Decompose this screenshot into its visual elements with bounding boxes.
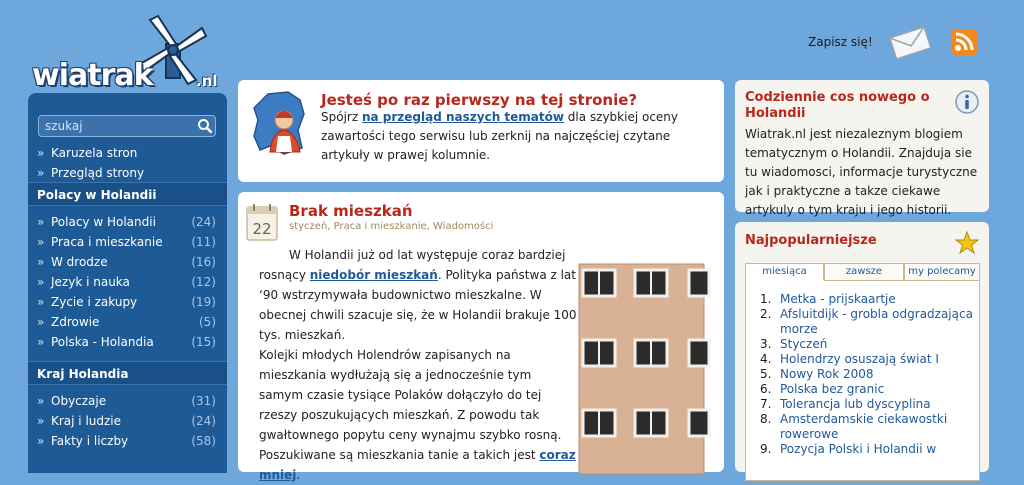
list-item-number: 8.	[760, 412, 772, 426]
sidebar-item-zycie[interactable]	[28, 292, 227, 312]
sidebar	[28, 93, 227, 473]
sidebar-top-menu	[28, 143, 227, 183]
article-p1-b: . Polityka państwa z lat ‘90 wstrzymywała budownictwo mieszkalne. W obecnej chwili szacuje się, że w Holandii brakuje 100 tys. mieszkań.	[259, 268, 577, 342]
popular-list	[745, 281, 980, 481]
sidebar-item-label: Kraj i ludzie	[51, 414, 122, 428]
about-title: Codziennie cos nowego o Holandii	[745, 90, 930, 121]
list-item-link[interactable]: Metka - prijskaartje	[780, 292, 896, 306]
calendar-day: 22	[252, 220, 272, 238]
sidebar-item-count: (24)	[191, 414, 216, 428]
sidebar-item-jezyk[interactable]	[28, 272, 227, 292]
sidebar-item-polacy-w-holandii[interactable]	[28, 212, 227, 232]
list-item[interactable]	[760, 397, 979, 412]
list-item-number: 5.	[760, 367, 772, 381]
list-item-link[interactable]: Afsluitdijk - grobla odgradzająca morze	[780, 307, 973, 336]
sidebar-item-label: Fakty i liczby	[51, 434, 129, 448]
sidebar-heading-polacy: Polacy w Holandii	[28, 182, 227, 206]
list-item-link[interactable]: Amsterdamskie ciekawostki rowerowe	[780, 412, 948, 441]
list-item[interactable]	[760, 307, 979, 337]
search-box	[38, 115, 216, 137]
logo-tld: .nl	[196, 72, 218, 90]
sidebar-item-label: Karuzela stron	[51, 146, 138, 160]
sidebar-item-count: (11)	[191, 235, 216, 249]
star-icon	[955, 231, 979, 255]
list-item[interactable]	[760, 337, 979, 352]
list-item-number: 4.	[760, 352, 772, 366]
housing-shortage-link[interactable]: niedobór mieszkań	[309, 268, 438, 282]
list-item-number: 7.	[760, 397, 772, 411]
sidebar-item-count: (31)	[191, 394, 216, 408]
article-meta: styczeń, Praca i mieszkanie, Wiadomości	[289, 221, 494, 232]
list-item-link[interactable]: Polska bez granic	[780, 382, 885, 396]
sidebar-item-praca[interactable]	[28, 232, 227, 252]
list-item[interactable]	[760, 352, 979, 367]
list-item[interactable]	[760, 412, 979, 442]
sidebar-item-label: Jezyk i nauka	[51, 275, 130, 289]
list-item[interactable]	[760, 292, 979, 307]
sidebar-item-label: Praca i mieszkanie	[51, 235, 163, 249]
sidebar-item-count: (16)	[191, 255, 216, 269]
sidebar-item-polska-holandia[interactable]	[28, 332, 227, 352]
about-box	[735, 80, 989, 217]
search-icon[interactable]	[197, 118, 213, 134]
logo-wordmark: wiatrak	[32, 58, 153, 93]
article-title[interactable]: Brak mieszkań	[289, 202, 413, 220]
netherlands-map-person-icon	[248, 90, 312, 160]
list-item-link[interactable]: Holendrzy osuszają świat I	[780, 352, 939, 366]
sidebar-item-kraj-i-ludzie[interactable]	[28, 411, 227, 431]
popular-box	[735, 222, 989, 472]
list-item[interactable]	[760, 382, 979, 397]
welcome-text	[321, 108, 716, 165]
topics-overview-link[interactable]: na przegląd naszych tematów	[361, 110, 564, 124]
sidebar-item-count: (24)	[191, 215, 216, 229]
popular-title: Najpopularniejsze	[745, 233, 877, 248]
less-and-less-link[interactable]: coraz mniej	[259, 448, 576, 482]
welcome-box	[238, 80, 724, 182]
article-box	[238, 192, 724, 482]
sidebar-item-label: Zycie i zakupy	[51, 295, 138, 309]
site-logo[interactable]	[28, 14, 228, 94]
sidebar-item-count: (12)	[191, 275, 216, 289]
article-body	[259, 245, 579, 485]
mail-envelope-icon[interactable]	[888, 22, 932, 62]
search-input[interactable]	[45, 118, 195, 134]
apartment-building-photo	[579, 264, 704, 474]
sidebar-item-fakty[interactable]	[28, 431, 227, 451]
welcome-title: Jesteś po raz pierwszy na tej stronie?	[321, 91, 638, 109]
about-text: Wiatrak.nl jest niezaleznym blogiem tematycznym o Holandii. Znajduja sie tu wiadomosci, informacje turystyczne jak i praktyczne a takze ciekawe artykuly o tym kraju i jego historii.	[745, 127, 978, 217]
sidebar-item-count: (15)	[191, 335, 216, 349]
list-item-number: 3.	[760, 337, 772, 351]
list-item[interactable]	[760, 442, 979, 457]
welcome-text-before: Spójrz	[321, 110, 362, 124]
sidebar-item-label: Obyczaje	[51, 394, 107, 408]
sidebar-item-przeglad[interactable]	[28, 163, 227, 183]
sidebar-item-label: W drodze	[51, 255, 108, 269]
article-p2-a: Kolejki młodych Holendrów zapisanych na mieszkania wydłużają się a jednocześnie tym samym czasie tysiące Polaków dołączyło do tej rzeszy poszukujących mieszkań. Z powodu tak gwałtownego popytu ceny wynajmu szybko rosną. Poszukiwane są mieszkania tanie a takich jest	[259, 348, 562, 462]
list-item-number: 6.	[760, 382, 772, 396]
sidebar-item-label: Zdrowie	[51, 315, 100, 329]
sidebar-item-label: Polacy w Holandii	[51, 215, 156, 229]
sidebar-item-obyczaje[interactable]	[28, 391, 227, 411]
list-item-link[interactable]: Nowy Rok 2008	[780, 367, 874, 381]
article-p1-a: W Holandii już od lat występuje coraz bardziej rosnący	[259, 248, 566, 282]
sidebar-heading-kraj: Kraj Holandia	[28, 361, 227, 385]
list-item[interactable]	[760, 367, 979, 382]
sidebar-item-label: Polska - Holandia	[51, 335, 154, 349]
sidebar-item-count: (19)	[191, 295, 216, 309]
list-item-link[interactable]: Pozycja Polski i Holandii w	[780, 442, 937, 456]
calendar-icon	[246, 203, 278, 241]
tab-my-polecamy[interactable]: my polecamy	[904, 263, 980, 281]
list-item-link[interactable]: Tolerancja lub dyscyplina	[780, 397, 931, 411]
rss-feed-icon[interactable]	[951, 29, 977, 55]
sidebar-item-w-drodze[interactable]	[28, 252, 227, 272]
sidebar-section-kraj	[28, 391, 227, 451]
article-p2-b: .	[296, 468, 301, 482]
welcome-text-after: dla szybkiej oceny zawartości tego serwisu lub zerknij na najczęściej czytane artykuły w prawej kolumnie.	[321, 110, 678, 162]
tab-miesiaca[interactable]: miesiąca	[745, 263, 824, 281]
sidebar-item-zdrowie[interactable]	[28, 312, 227, 332]
sidebar-item-count: (58)	[191, 434, 216, 448]
list-item-link[interactable]: Styczeń	[780, 337, 828, 351]
info-icon	[954, 89, 980, 115]
sidebar-item-karuzela[interactable]	[28, 143, 227, 163]
sidebar-section-polacy	[28, 212, 227, 352]
sidebar-item-label: Przegląd strony	[51, 166, 145, 180]
sidebar-item-count: (5)	[199, 315, 216, 329]
tab-zawsze[interactable]: zawsze	[824, 263, 904, 281]
subscribe-label: Zapisz się!	[808, 35, 873, 49]
list-item-number: 2.	[760, 307, 772, 321]
list-item-number: 9.	[760, 442, 772, 456]
popular-tabs	[745, 263, 980, 281]
list-item-number: 1.	[760, 292, 772, 306]
